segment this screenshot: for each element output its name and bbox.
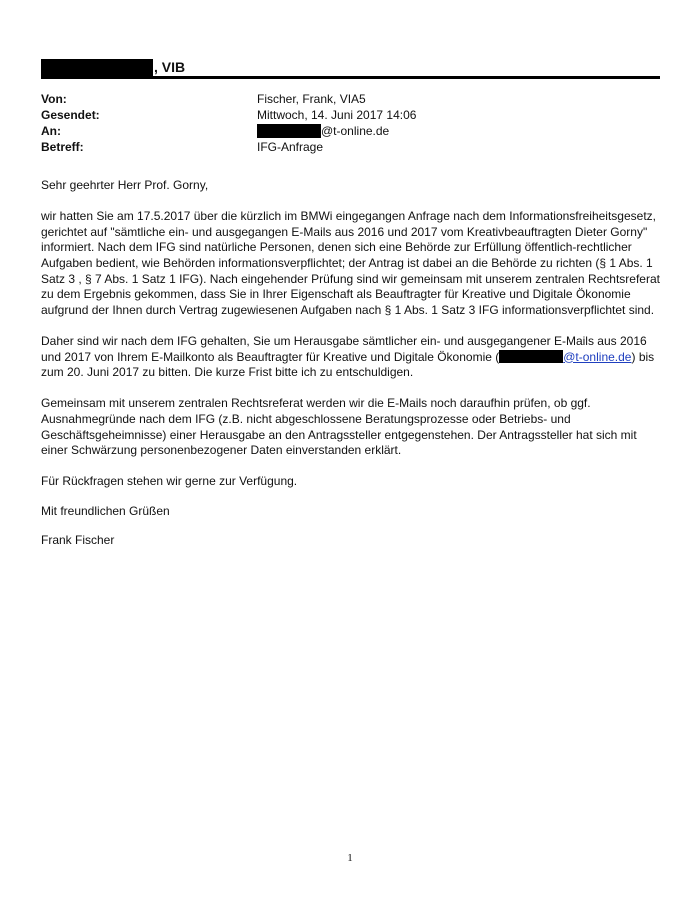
greeting: Sehr geehrter Herr Prof. Gorny, [41, 178, 209, 192]
signature: Frank Fischer [41, 533, 115, 548]
sender-org: , VIB [154, 58, 186, 75]
to-label: An: [41, 124, 61, 138]
redaction-bar [257, 124, 321, 138]
paragraph-4: Für Rückfragen stehen wir gerne zur Verfügung. [41, 474, 298, 489]
paragraph-1: wir hatten Sie am 17.5.2017 über die kürzlich im BMWi eingegangen Anfrage nach dem Informationsfreiheitsgesetz, gerichtet auf "sämtliche ein- und ausgegangen E-Mails aus 2016 und 2017 vom Kreativbeauftragten Dieter Gorny" informiert. Nach dem IFG sind natürliche Personen, denen sich eine Behörde zur Erfüllung öffentlich-rechtlicher Aufgaben bedient, wie Behörden informationsverpflichtet; der Antrag ist dabei an die Behörde zu richten (§ 1 Abs. 1 Satz 3 , § 7 Abs. 1 Satz 1 IFG). Nach eingehender Prüfung sind wir gemeinsam mit unserem zentralen Rechtsreferat zu dem Ergebnis gekommen, dass Sie in Ihrer Eigenschaft als Beauftragter für Kreative und Digitale Ökonomie aufgrund der Ihnen durch Vertrag zugewiesenen Aufgaben nach § 1 Abs. 1 Satz 3 IFG informationsverpflichtet sind. [41, 209, 660, 317]
subject-label: Betreff: [41, 140, 84, 154]
paragraph-3: Gemeinsam mit unserem zentralen Rechtsreferat werden wir die E-Mails noch daraufhin prüfen, ob ggf. Ausnahmegründe nach dem IFG (z.B. nicht abgeschlossene Beratungsprozesse oder Betriebs- und Geschäftsgeheimnisse) einer Herausgabe an den Antragssteller entgegenstehen. Der Antragssteller hat sich mit einer Schwärzung personenbezogener Daten einverstanden erklärt. [41, 396, 637, 458]
email-metadata [41, 91, 661, 155]
sender-header [41, 58, 185, 76]
header-rule [41, 76, 660, 79]
paragraph-2-text-a: Daher sind wir nach dem IFG gehalten, Sie um Herausgabe sämtlicher ein- und ausgegangener E-Mails aus 2016 und 2017 von Ihrem E-Mailkonto als Beauftragter für Kreative und Digitale Ökonomie ( [41, 333, 647, 364]
email-body [41, 178, 663, 565]
from-label: Von: [41, 92, 67, 106]
meta-row-subject [41, 139, 661, 155]
meta-row-sent [41, 107, 661, 123]
sent-value: Mittwoch, 14. Juni 2017 14:06 [257, 108, 417, 122]
closing: Mit freundlichen Grüßen [41, 503, 170, 518]
page-number: 1 [347, 852, 353, 864]
paragraph-2-text-b: ) bis zum 20. Juni 2017 zu bitten. Die kurze Frist bitte ich zu entschuldigen. [41, 349, 655, 380]
redaction-bar [499, 350, 563, 363]
to-value [257, 123, 389, 139]
to-domain: @t-online.de [321, 124, 390, 138]
meta-row-from [41, 91, 661, 107]
from-value: Fischer, Frank, VIA5 [257, 92, 366, 106]
subject-value: IFG-Anfrage [257, 140, 324, 154]
meta-row-to [41, 123, 661, 139]
paragraph-2 [41, 334, 663, 381]
email-link[interactable]: @t-online.de [563, 349, 632, 364]
redaction-bar [41, 59, 153, 76]
sent-label: Gesendet: [41, 108, 100, 122]
